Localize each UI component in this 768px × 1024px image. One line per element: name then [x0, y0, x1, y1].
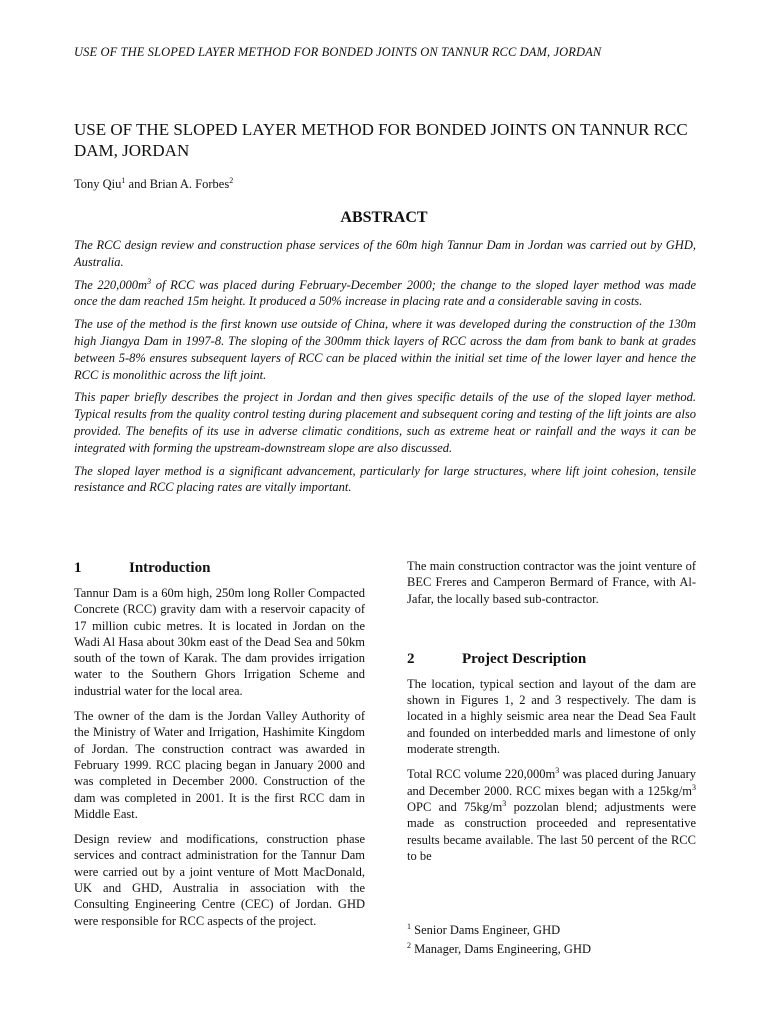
running-header: USE OF THE SLOPED LAYER METHOD FOR BONDED JOINTS ON TANNUR RCC DAM, JORDAN	[74, 45, 602, 59]
abstract-text: of RCC was placed during February-December 2000; the change to the sloped layer method was made once the dam reached 15m height. It produced a 50% increase in placing rate and a considerable saving in costs.	[74, 277, 697, 309]
body-text: Total RCC volume 220,000m	[407, 767, 556, 782]
body-text: OPC and 75kg/m	[407, 799, 503, 814]
abstract-body	[74, 237, 696, 502]
section-number: 1	[74, 560, 82, 576]
footnote-mark: 2	[407, 940, 411, 950]
superscript: 3	[555, 766, 560, 776]
right-column	[407, 558, 696, 873]
abstract-paragraph: The RCC design review and construction phase services of the 60m high Tannur Dam in Jordan was carried out by GHD, Australia.	[74, 238, 696, 269]
footnote-mark: 1	[407, 922, 411, 931]
author-affiliation-mark: 1	[121, 176, 126, 185]
abstract-heading: ABSTRACT	[340, 209, 428, 226]
abstract-paragraph: The use of the method is the first known use outside of China, where it was developed during the construction of the 130m high Jiangya Dam in 1997-8. The sloping of the 300mm thick layers of RCC across the dam from bank to bank at grades between 5-8% ensures subsequent layers of RCC can be placed within the initial set time of the lower layer and hence the RCC is monolithic across the lift joint.	[74, 317, 696, 382]
abstract-paragraph: This paper briefly describes the project in Jordan and then gives specific details of the use of the sloped layer method. Typical results from the quality control testing during placement and subsequent coring and testing of the lift joints are also provided. The benefits of its use in adverse climatic conditions, such as extreme heat or rainfall and the ways it can be integrated with forming the upstream-downstream slope are also discussed.	[74, 390, 696, 455]
author-name: Brian A. Forbes	[149, 177, 230, 191]
author-line	[74, 176, 233, 192]
section-title: Introduction	[129, 560, 211, 576]
body-text: pozzolan blend; adjustments were made as construction proceeded and representative results became available. The last 50 percent of the RCC to be	[407, 799, 696, 863]
body-paragraph: The owner of the dam is the Jordan Valley Authority of the Ministry of Water and Irrigation, Hashimite Kingdom of Jordan. The construction contract was awarded in February 1999. RCC placing began in January 2000 and was completed in December 2000. Construction of the dam was completed in 2001. It is the first RCC dam in Middle East.	[74, 709, 365, 821]
paper-title: USE OF THE SLOPED LAYER METHOD FOR BONDED JOINTS ON TANNUR RCC DAM, JORDAN	[74, 120, 688, 160]
footnote-text: Manager, Dams Engineering, GHD	[411, 941, 592, 956]
abstract-text: The 220,000m	[74, 277, 148, 292]
superscript: 3	[502, 798, 507, 808]
section-number: 2	[407, 650, 415, 667]
section-heading-project-description	[407, 649, 696, 669]
body-paragraph	[407, 766, 696, 864]
superscript: 3	[692, 782, 696, 792]
author-name: Tony Qiu	[74, 177, 122, 191]
footnote	[407, 922, 696, 939]
body-text: was placed during January and December 2000. RCC mixes began with a 125kg/m	[407, 767, 696, 798]
section-title: Project Description	[462, 650, 587, 667]
body-paragraph: The location, typical section and layout of the dam are shown in Figures 1, 2 and 3 respectively. The dam is located in a highly seismic area near the Dead Sea Fault and founded on interbedded marls and limestone of only moderate strength.	[407, 676, 696, 757]
author-joiner: and	[125, 177, 150, 191]
superscript: 3	[147, 276, 152, 286]
author-affiliation-mark: 2	[229, 176, 234, 185]
body-paragraph: The main construction contractor was the joint venture of BEC Freres and Camperon Bermard of France, with Al-Jafar, the locally based sub-contractor.	[407, 559, 696, 606]
footnotes	[407, 922, 696, 959]
abstract-paragraph	[74, 277, 696, 311]
footnote	[407, 941, 696, 958]
body-paragraph: Design review and modifications, construction phase services and contract administration for the Tannur Dam were carried out by a joint venture of Mott MacDonald, UK and GHD, Australia in association with the Consulting Engineering Centre (CEC) of Jordan. GHD were responsible for RCC aspects of the project.	[74, 832, 365, 928]
left-column	[74, 558, 365, 938]
body-paragraph: Tannur Dam is a 60m high, 250m long Roller Compacted Concrete (RCC) gravity dam with a reservoir capacity of 17 million cubic metres. It is located in Jordan on the Wadi Al Hasa about 30km east of the Dead Sea and 50km south of the town of Karak. The dam provides irrigation water to the Southern Ghors Irrigation Scheme and industrial water for the local area.	[74, 586, 365, 698]
section-heading-introduction	[74, 558, 365, 578]
abstract-paragraph: The sloped layer method is a significant advancement, particularly for large structures, where lift joint cohesion, tensile resistance and RCC placing rates are vitally important.	[74, 463, 696, 495]
footnote-text: Senior Dams Engineer, GHD	[411, 923, 561, 937]
